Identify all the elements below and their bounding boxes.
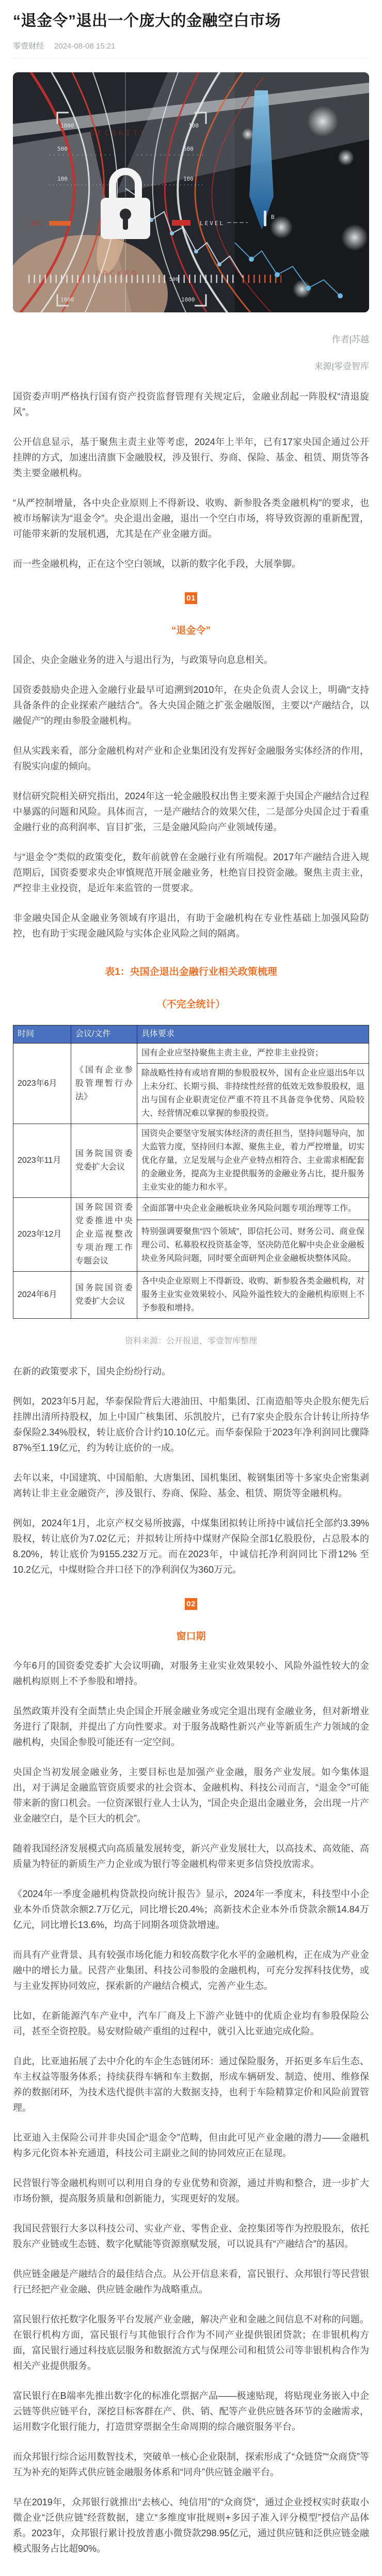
hero-locked-text: LOCKED	[95, 269, 139, 278]
paragraph: 但从实践来看，部分金融机构对产业和企业集团没有发挥好金融服务实体经济的作用，有脱实向虚的倾向。	[13, 746, 369, 771]
policy-requirement-cell: 特别强调要聚焦“四个领域”，即信托公司、财务公司、商业保理公司、私募股权投资基金等，坚决防范化解中央企业金融板块业务风险问题，同时要全面研判企业金融板块整体风险。	[137, 1220, 369, 1271]
table-row	[13, 1124, 369, 1198]
byline	[13, 40, 369, 51]
source-line: 来源|零壹智库	[314, 361, 369, 371]
svg-text:100: 100	[183, 176, 194, 182]
policy-table-header-cell: 会议/文件	[71, 1025, 137, 1044]
policy-requirement-cell: 国有企业应坚持聚焦主责主业，严控非主业投资；	[137, 1044, 369, 1064]
svg-text:100: 100	[188, 122, 199, 129]
article-body	[13, 389, 369, 2576]
policy-table	[13, 1025, 369, 1319]
paragraph: 自此，比亚迪拓展了去中介化的车企生态链闭环：通过保险服务，开拓更多车后生态、车主权益等服务体系；持续获得车辆和车主数据，形成车辆研发、制造、使用、维修保养的数据闭环，为技术迭代提供丰富的大数据支持，也利于车险精算定价和风险前置管理。	[13, 2056, 369, 2113]
paragraph: 去年以来，中国建筑、中国船舶、大唐集团、国机集团、鞍钢集团等十多家央企密集剥离转让非主业金融资产，涉及银行、券商、保险、基金、租赁、期货等金融机构。	[13, 1473, 369, 1498]
paragraph: 例如，2024年1月，北京产权交易所披露，中煤集团拟转让所持中诚信托全部约3.39%股权，转让底价为7.02亿元；并拟转让所持中煤财产保险全部1亿股股份，占总股本的8.20%，转让底价为9155.232万元。而在2023年，中诚信托净利润同比下滑12% 至10.2亿元，中煤财险合并口径下的净利润仅为360万元。	[13, 1518, 369, 1575]
table-title: 表1：央国企退出金融行业相关政策梳理	[105, 967, 277, 977]
paragraph: 虽然政策并没有全面禁止央企国企开展金融业务或完全退出现有金融业务，但对新增业务进行了限制，并提出了方向性要求。对于服务战略性新兴产业等新质生产力领域的金融机构，央国企参股可能还有一定空间。	[13, 1706, 369, 1747]
paragraph: 国资委声明严格执行国有资产投资监督管理有关规定后，金融业刮起一阵股权“清退旋风”。	[13, 391, 369, 417]
paragraph: 比如，在新能源汽车产业中，汽车厂商及上下游产业链中的优质企业均有参股保险公司，甚至全资控股。易安财险破产重组的过程中，就引入比亚迪完成化险。	[13, 2011, 369, 2036]
section-badge-row	[13, 1598, 369, 1610]
hero-image[interactable]	[13, 72, 369, 312]
hero-security-text: SECURITY	[90, 130, 148, 137]
svg-text:500: 500	[183, 146, 194, 152]
svg-text:1000: 1000	[60, 296, 74, 303]
table-source-caption: 资料来源：公开报道，零壹智库整理	[124, 1337, 257, 1346]
paragraph: 我国民营银行大多以科技公司、实业产业、零售企业、金控集团等作为控股股东，依托股东产业链或生态链、数字化赋能等资源禀赋发展，可以说具有“产融结合”的基因。	[13, 2223, 369, 2249]
policy-time-cell: 2023年12月	[13, 1198, 71, 1272]
svg-text:1000: 1000	[181, 296, 195, 303]
credits	[13, 332, 369, 374]
policy-doc-cell: 国务院国资委党委扩大会议	[71, 1272, 137, 1319]
paragraph: 早在2019年，众邦银行就推出“去核心、纯信用”的“众商贷”，通过企业授权实时获取小微企业“泛供应链”经营数据，建立“多维度审批规则+多因子准入评分模型”授信产品体系。2023年，众邦银行累计投放普惠小微贷款298.95亿元，通过供应链和泛供应链金融模式服务占比超90%。	[13, 2497, 369, 2554]
section-title: 窗口期	[176, 1631, 206, 1642]
paragraph: 财信研究院相关研究指出，2024年这一轮金融股权出售主要来源于央国企产融结合过程中暴露的问题和风险。具体而言，一是产融结合的效果欠佳，二是部分央国企过于看重金融行业的高利润率、盲目扩张，三是金融风险向产业领域传递。	[13, 791, 369, 832]
table-row	[13, 1198, 369, 1220]
paragraph: 随着我国经济发展模式向高质量发展转变，新兴产业发展壮大，以高技术、高效能、高质量为特征的新质生产力企业或为银行等金融机构带来更多信贷投放需求。	[13, 1843, 369, 1869]
account-name[interactable]: 零壹财经	[13, 42, 44, 51]
paragraph: “从严控制增量，各中央企业原则上不得新设、收购、新参股各类金融机构”的要求，也被市场解读为“退金令”。央企退出金融，退出一个空白市场，将导致资源的重新配置，可能带来新的发展机遇，尤其是在产业金融方面。	[13, 498, 369, 539]
paragraph: 非金融央国企从金融业务领域有序退出，有助于金融机构在专业性基础上加强风险防控，也有助于实现金融风险与实体企业风险之间的隔离。	[13, 913, 369, 939]
svg-text:500: 500	[57, 146, 68, 152]
policy-requirement-cell: 全面部署中央企业金融板块业务风险问题专项治理等工作。	[137, 1198, 369, 1220]
svg-text:100: 100	[57, 176, 68, 182]
policy-time-cell: 2023年11月	[13, 1124, 71, 1198]
paragraph: 而具有产业背景、具有较强市场化能力和较高数字化水平的金融机构，正在成为产业金融中的增长力量。民营产业集团、科技公司参股的金融机构，可充分发挥科技优势，或与主业发挥协同效应，探索新的产融结合模式，完善产业生态。	[13, 1950, 369, 1991]
policy-requirement-cell: 各中央企业原则上不得新设、收购、新参股各类金融机构，对服务主业实业效果较小、风险外溢性较大的金融机构原则上不予参股和增持。	[137, 1272, 369, 1319]
policy-time-cell: 2024年6月	[13, 1272, 71, 1319]
section-title: “退金令”	[171, 625, 211, 636]
paragraph: 在新的政策要求下，国央企纷纷行动。	[13, 1366, 171, 1377]
table-subtitle: （不完全统计）	[156, 999, 226, 1010]
author-line: 作者|苏越	[331, 335, 369, 344]
svg-text:1000: 1000	[60, 122, 74, 129]
paragraph: 供应链金融是产融结合的最佳结合点。从公开信息来看，富民银行、众邦银行等民营银行已经把产业金融、供应链金融作为战略重点。	[13, 2269, 369, 2295]
policy-time-cell: 2023年6月	[13, 1044, 71, 1124]
publish-date: 2024-08-08 15:21	[54, 42, 116, 51]
paragraph: 《2024年一季度金融机构贷款投向统计报告》显示，2024年一季度末，科技型中小企业本外币贷款余额2.7万亿元，同比增长20.4%；高新技术企业本外币贷款余额14.84万亿元，同比增长13.6%，均高于同期各项贷款增速。	[13, 1889, 369, 1930]
policy-doc-cell: 国务院国资委党委推进中央企业巡视整改专项治理工作专题会议	[71, 1198, 137, 1272]
policy-doc-cell: 国务院国资委党委扩大会议	[71, 1124, 137, 1198]
table-row	[13, 1044, 369, 1064]
paragraph: 民营银行等金融机构则可以利用自身的专业优势和资源，通过并购和整合，进一步扩大市场份额，提高服务质量和创新能力，实现更好的发展。	[13, 2178, 369, 2204]
paragraph: 例如，2023年5月起，华泰保险背后大港油田、中船集团、江南造船等央企股东便先后挂牌出清所持股权，加上中国广核集团、乐凯胶片，已有7家央企股东合计转让所持华泰保险2.34%股权，转让底价合计约10.10亿元。而华泰保险于2023年净利润同比骤降87%至1.19亿元，约为转让底价的一成。	[13, 1396, 369, 1453]
policy-requirement-cell: 国资央企要坚守发展实体经济的责任担当，坚持问题导向，加大监管力度，坚持回归本源、聚焦主业，着力严控增量，切实优化存量，立足发展与企业产业特点相符合、主业需求相配套的金融业务，提高为主业提供服务的金融业务占比，提升服务主业实业的能力和水平。	[137, 1124, 369, 1198]
page-title: “退金令”退出一个庞大的金融空白市场	[13, 12, 281, 29]
level-label: LEVEL	[200, 220, 225, 227]
paragraph: 国企、央企金融业务的进入与退出行为，与政策导向息息相关。	[13, 655, 273, 665]
svg-text:500: 500	[169, 277, 179, 282]
paragraph: 今年6月的国资委党委扩大会议明确，对服务主业实业效果较小、风险外溢性较大的金融机构原则上不予参股和增持。	[13, 1661, 369, 1686]
policy-table-header-row	[13, 1025, 369, 1044]
section-number-badge: 02	[185, 1598, 197, 1610]
hero-illustration	[13, 72, 369, 312]
policy-requirement-cell: 除战略性持有或培育期的参股股权外，国有企业应退出5年以上未分红、长期亏损、非持续性经营的低效无效参股股权，退出与国有企业职责定位严重不符且不具备竞争优势、风险较大、经营情况难以掌握的参股投资。	[137, 1064, 369, 1124]
paragraph: 而众邦银行综合运用数智技术，突破单一核心企业限制，探索形成了“众链贷”“众商贷”等互为补充的矩阵式供应链金融服务体系和“同舟”供应链金融平台。	[13, 2452, 369, 2477]
std-label: STD	[31, 220, 42, 227]
paragraph: 比亚迪入主保险公司并非央国企“退金令”范畴，但由此可见产业金融的潜力——金融机构多元化资本补充通道，科技公司主副业之间的协同效应正在显现。	[13, 2132, 369, 2158]
paragraph: 而一些金融机构，正在这个空白领域，以新的数字化手段，大展拳脚。	[13, 559, 301, 569]
b-label: B	[271, 214, 275, 220]
paragraph: 公开信息显示，基于聚焦主责主业等考虑，2024年上半年，已有17家央国企通过公开挂牌的方式，加速出清旗下金融股权，涉及银行、券商、保险、基金、租赁、期货等各类主要金融机构。	[13, 437, 369, 478]
section-badge-row	[13, 592, 369, 604]
paragraph: 富民银行在B端率先推出数字化的标准化票据产品——极速贴现，将贴现业务嵌入中企云链等供应链平台，深挖目标客群在产、供、销、配等产业供应链各环节的金融需求，运用数字化银行能力，打造贯穿票据全生命周期的综合融资服务平台。	[13, 2391, 369, 2432]
paragraph: 与“退金令”类似的政策变化，数年前就曾在金融行业有所端倪。2017年产融结合进入规范期后，国资委要求央企审慎规范开展金融业务，杜绝盲目投资金融。聚焦主责主业，严控非主业投资，是近年来监管的一贯要求。	[13, 852, 369, 893]
policy-doc-cell: 《国有企业参股管理暂行办法》	[71, 1044, 137, 1124]
paragraph: 富民银行依托数字化服务平台发展产业金融，解决产业和金融之间信息不对称的问题。在银行机构方面，富民银行与其他银行合作为不同产业提供银团贷款；在非银机构方面，富民银行通过科技底层服务和数据流方式与保理公司和租赁公司等非银机构合作为相关产业提供服务。	[13, 2314, 369, 2371]
policy-table-header-cell: 具体要求	[137, 1025, 369, 1044]
policy-table-header-cell: 时间	[13, 1025, 71, 1044]
paragraph: 国资委鼓励央企进入金融行业最早可追溯到2010年，在央企负责人会议上，明确“支持具备条件的企业探索产融结合”。各大央国企随之扩张金融版图，主要以“产融结合，以融促产”的理由参股金融机构。	[13, 685, 369, 726]
table-row	[13, 1272, 369, 1319]
paragraph: 央国企当初发展金融业务，主要目标也是加强产业金融，服务产业发展。如今集体退出，对于满足金融监管资质要求的社会资本、金融机构、科技公司而言，“退金令”可能带来新的窗口机会。一位资深银行业人士认为，“国企央企退出金融业务，会出现一片产业金融空白，是个巨大的机会”。	[13, 1767, 369, 1824]
section-number-badge: 01	[185, 592, 197, 604]
